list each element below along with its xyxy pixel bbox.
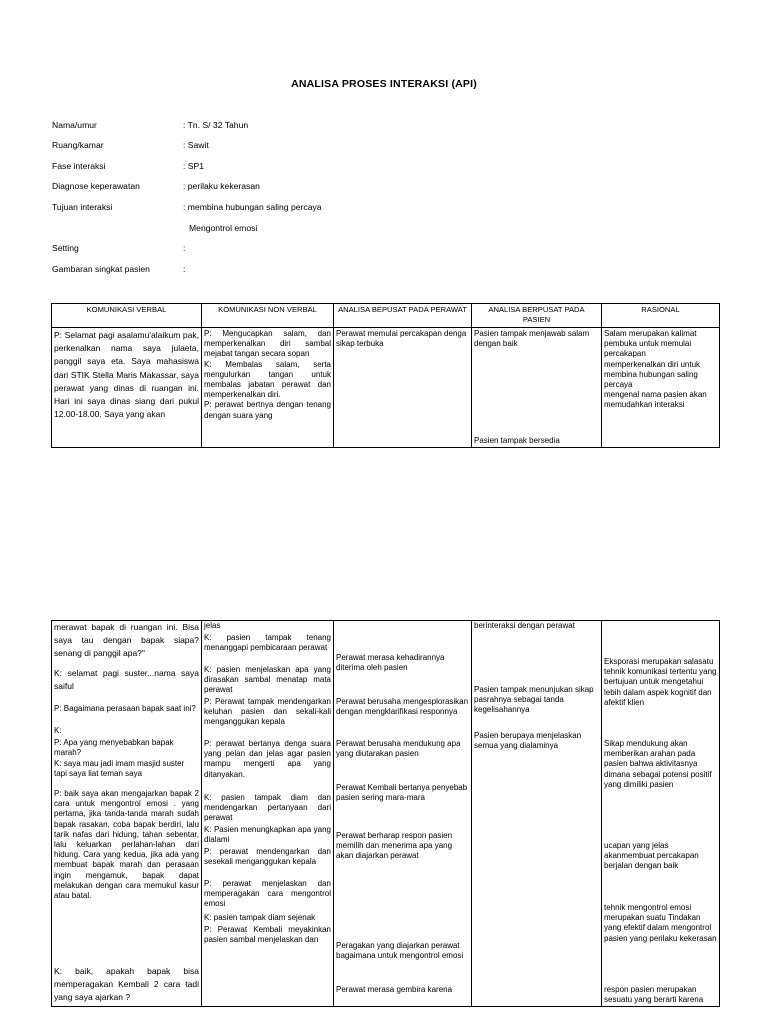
info-value: : xyxy=(183,264,186,274)
verbal-cell: P: Selamat pagi asalamu'alaikum pak, perkenalkan nama saya julaeta, panggil saya eta. Saya mahasiswa dari STIK Stella Maris Makassar, saya perawat yang dinas di ruangan ini. Hari ini saya dinas siang dari pukul 12.00-18.00. Saya yang akan xyxy=(52,328,202,448)
info-value: : perilaku kekerasan xyxy=(183,181,260,191)
nonverbal-text: K: pasien tampak tenang menanggapi pembicaraan perawat xyxy=(204,633,331,653)
pasien-text: Pasien tampak menjawab salam dengan baik xyxy=(474,329,590,349)
nonverbal-text: P: Perawat Kembali meyakinkan pasien sambal menjelaskan dan xyxy=(204,925,331,945)
header-nonverbal: KOMUNIKASI NON VERBAL xyxy=(202,304,334,328)
info-value: : xyxy=(183,243,186,253)
verbal-text: merawat bapak di ruangan ini. Bisa saya tau dengan bapak siapa? senang di panggil apa?" xyxy=(54,622,199,659)
info-label: Diagnose keperawatan xyxy=(52,181,140,191)
info-row-tujuan xyxy=(52,202,452,214)
info-value: : membina hubungan saling percaya xyxy=(183,202,322,212)
info-label: Ruang/kamar xyxy=(52,140,104,150)
rasional-text: ucapan yang jelas akanmembuat percakapan berjalan dengan baik xyxy=(604,841,699,871)
verbal-text: P: Bagaimana perasaan bapak saat ini? xyxy=(54,704,196,713)
header-pasien: ANALISA BERPUSAT PADA PASIEN xyxy=(472,304,602,328)
info-label: Gambaran singkat pasien xyxy=(52,264,150,274)
interaction-table-page1 xyxy=(51,303,720,448)
info-label: Setting xyxy=(52,243,79,253)
info-value: : SP1 xyxy=(183,161,205,171)
nonverbal-cell: P: Mengucapkan salam, dan memperkenalkan diri sambal mejabat tangan secara sopan K: Membalas salam, serta mengulurkan tangan untuk membalas jabatan perawat dan memperkenalkan diri. P: perawat bertnya dengan tenang dengan suara yang xyxy=(202,328,334,448)
nonverbal-text: P: Perawat tampak mendengarkan keluhan pasien dan sekali-kali menganggukan kepala xyxy=(204,697,331,727)
nonverbal-text: P: perawat bertanya denga suara yang pelan dan jelas agar pasien mampu mengerti apa yang ditanyakan. xyxy=(204,739,331,779)
header-perawat: ANALISA BEPUSAT PADA PERAWAT xyxy=(334,304,472,328)
nonverbal-text: P: perawat mendengarkan dan sesekali menganggukan kepala xyxy=(204,847,331,867)
verbal-text: K: saya mau jadi imam masjid suster tapi saya liat teman saya xyxy=(54,759,185,779)
nonverbal-text: jelas xyxy=(204,621,221,630)
perawat-text: Perawat merasa gembira karena xyxy=(336,985,453,994)
info-label: Fase interaksi xyxy=(52,161,106,171)
rasional-text: Eksporasi merupakan salasatu tehnik komunikasi tertentu yang bertujuan untuk mengetahui lebih dalam aspek kognitif dan afektif klien xyxy=(604,657,717,707)
verbal-text: K: selamat pagi suster...nama saya saiful xyxy=(54,668,199,692)
info-row-setting xyxy=(52,243,452,255)
header-verbal: KOMUNIKASI VERBAL xyxy=(52,304,202,328)
info-value: Mengontrol emosi xyxy=(189,223,258,233)
perawat-text: Perawat berusaha mendukung apa yang diutarakan pasien xyxy=(336,739,461,759)
info-row-ruang xyxy=(52,140,452,152)
nonverbal-text: K: pasien tampak diam dan mendengarkan pertanyaan dari perawat xyxy=(204,793,331,823)
info-row-tujuan-2 xyxy=(52,223,452,235)
rasional-cell: Salam merupakan kalimat pembuka untuk memulai percakapan memperkenalkan diri untuk membina hubungan saling percaya mengenal nama pasien akan memudahkan interaksi xyxy=(602,328,720,448)
pasien-cell xyxy=(472,328,602,448)
nonverbal-text: K: pasien tampak diam sejenak xyxy=(204,913,316,922)
verbal-text: P: Apa yang menyebabkan bapak marah? xyxy=(54,738,174,758)
info-value: : Sawit xyxy=(183,140,209,150)
perawat-cell xyxy=(334,621,472,1007)
nonverbal-cell xyxy=(202,621,334,1007)
info-value: : Tn. S/ 32 Tahun xyxy=(183,120,249,130)
info-row-nama xyxy=(52,120,452,132)
perawat-text: Peragakan yang diajarkan perawat bagaimana untuk mengontrol emosi xyxy=(336,941,464,961)
rasional-text: tehnik mengontrol emosi merupakan suatu Tindakan yang efektif dalam mengontrol pasien yang perilaku kekerasan xyxy=(604,903,717,943)
nonverbal-text: K: Pasien menungkapkan apa yang dialami xyxy=(204,825,331,845)
pasien-cell xyxy=(472,621,602,1007)
pasien-text: berinteraksi dengan perawat xyxy=(474,621,575,630)
rasional-text: respon pasien merupakan sesuatu yang berarti karena xyxy=(604,985,704,1005)
verbal-text: K: xyxy=(54,726,62,735)
verbal-text: K: baik, apakah bapak bisa memperagakan Kembali 2 cara tadi yang saya ajarkan ? xyxy=(54,966,199,1003)
nonverbal-text: K: pasien menjelaskan apa yang dirasakan sambal menatap mata perawat xyxy=(204,665,331,695)
perawat-text: Perawat berharap respon pasien memilih dan menerima apa yang akan diajarkan perawat xyxy=(336,831,453,861)
perawat-text: Perawat berusaha mengesplorasikan dengan mengklarifikasi responnya xyxy=(336,697,469,717)
verbal-text: P: baik saya akan mengajarkan bapak 2 cara untuk mengontrol emosi . yang pertama, jika tanda-tanda marah sudah bapak rasakan, coba bapak berdiri, lalu tarik nafas dari hidung, tahan sebentar, lalu keluarkan perlahan-lahan dari hidung. Cara yang kedua, jika ada yang membuat bapak marah dan perasaan ingin mengamuk, bapak dapat melakukan dengan cara memukul kasur atau batal. xyxy=(54,789,199,901)
info-row-fase xyxy=(52,161,452,173)
info-row-diagnose xyxy=(52,181,452,193)
header-rasional: RASIONAL xyxy=(602,304,720,328)
perawat-text: Perawat merasa kehadirannya diterima oleh pasien xyxy=(336,653,445,673)
interaction-table-page2 xyxy=(51,620,720,1007)
nonverbal-text: P: perawat menjelaskan dan memperagakan cara mengontrol emosi xyxy=(204,879,331,909)
info-label: Tujuan interaksi xyxy=(52,202,113,212)
info-label: Nama/umur xyxy=(52,120,97,130)
document-title: ANALISA PROSES INTERAKSI (API) xyxy=(291,78,477,90)
perawat-cell: Perawat memulai percakapan denga sikap terbuka xyxy=(334,328,472,448)
rasional-cell xyxy=(602,621,720,1007)
verbal-cell xyxy=(52,621,202,1007)
pasien-text: Pasien tampak bersedia xyxy=(474,436,560,445)
perawat-text: Perawat Kembali bertanya penyebab pasien sering mara-mara xyxy=(336,783,468,803)
rasional-text: Sikap mendukung akan memberikan arahan pada pasien bahwa aktivitasnya dimana sebagai potensi positif yang dimiliki pasien xyxy=(604,739,712,789)
info-row-gambaran xyxy=(52,264,452,276)
pasien-text: Pasien berupaya menjelaskan semua yang dialaminya xyxy=(474,731,582,751)
pasien-text: Pasien tampak menunjukan sikap pasrahnya sebagai tanda kegelisahannya xyxy=(474,685,594,715)
